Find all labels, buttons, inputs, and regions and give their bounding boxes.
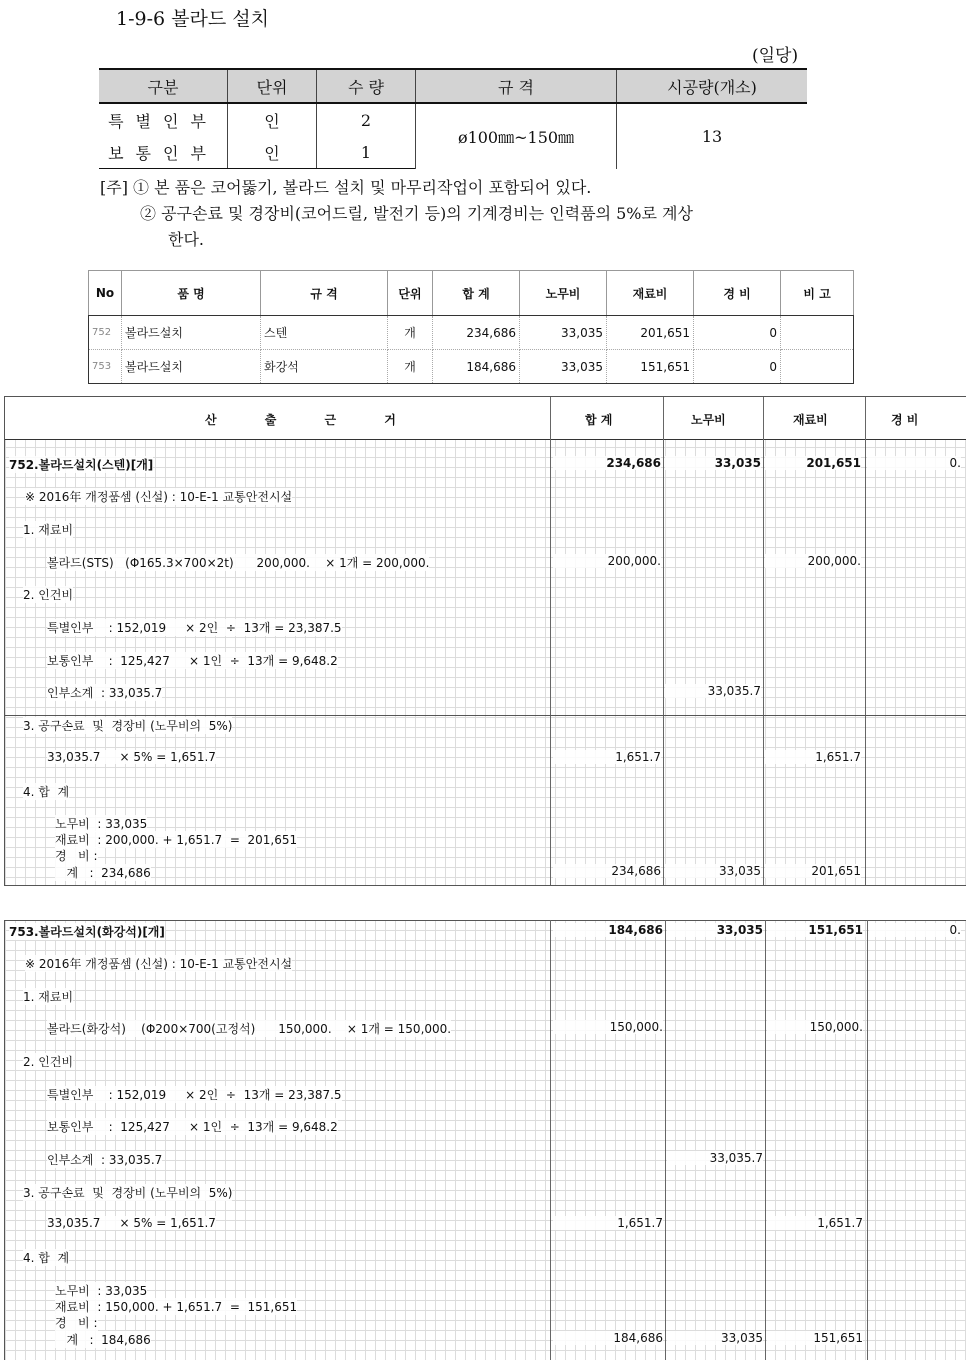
row-unit: 인 [228,103,317,136]
cell-note [781,316,854,350]
notes [100,175,810,253]
cell-spec: 스텐 [261,316,388,350]
row-label: 특별인부 [108,111,218,131]
item-title-row [5,923,966,939]
summary-header-row [89,271,854,316]
cell-expense: 0 [694,350,781,384]
col-material: 재료비 [607,271,694,316]
col-no: No [89,271,122,316]
final-total: 184,686 [553,1331,663,1345]
calc-sheet-752 [4,396,966,886]
cell-unit: 개 [388,350,433,384]
calc-header-total: 합 계 [585,413,613,427]
table-row [99,103,807,136]
calc-header [5,397,966,440]
col-labor: 노무비 [520,271,607,316]
amount-cell: 13 [617,103,808,169]
material-material: 200,000. [765,554,861,568]
section-title: 1-9-6 볼라드 설치 [116,8,269,30]
cell-material: 151,651 [607,350,694,384]
final-total: 234,686 [553,864,661,878]
note-line-3: 한다. [168,230,204,249]
summary-table [88,270,854,384]
sum-labor-line: 노무비 : 33,035 [55,817,148,831]
sum-total-line: 계 : 234,686 [55,866,151,880]
heading-material: 1. 재료비 [23,990,74,1004]
special-worker-line: 특별인부 : 152,019 × 2인 ÷ 13개 = 23,387.5 [47,1088,342,1102]
worker-subtotal-line: 인부소계 : 33,035.7 [47,1153,163,1167]
heading-material: 1. 재료비 [23,523,74,537]
heading-sum: 4. 합 계 [23,1251,70,1265]
col-spec: 규 격 [261,271,388,316]
title-labor: 33,035 [667,923,763,937]
calc-header-material: 재료비 [793,413,828,427]
item-title: 752.볼라드설치(스텐)[개] [9,458,154,472]
sum-expense-line: 경 비 : [55,1316,98,1330]
row-qty: 1 [317,136,416,169]
sum-material-line: 재료비 : 150,000. + 1,651.7 = 151,651 [55,1300,298,1314]
tools-material: 1,651.7 [767,1216,863,1230]
row-label: 보통인부 [99,136,228,169]
cell-spec: 화강석 [261,350,388,384]
unit-note: (일당) [752,46,799,66]
cell-no: 752 [89,316,122,350]
title-material: 151,651 [767,923,863,937]
tools-line: 33,035.7 × 5% = 1,651.7 [47,750,216,764]
note-line-2: ② 공구손료 및 경장비(코어드릴, 발전기 등)의 기계경비는 인력품의 5%로 계상 [140,204,693,223]
ordinary-worker-line: 보통인부 : 125,427 × 1인 ÷ 13개 = 9,648.2 [47,1120,338,1134]
col-note: 비 고 [781,271,854,316]
cell-labor: 33,035 [520,350,607,384]
reference-line: ※ 2016年 개정품셈 (신설) : 10-E-1 교통안전시설 [25,957,293,971]
table-row [89,350,854,384]
material-total: 150,000. [553,1020,663,1034]
ordinary-worker-line: 보통인부 : 125,427 × 1인 ÷ 13개 = 9,648.2 [47,654,338,668]
material-line: 볼라드(STS) (Φ165.3×700×2t) 200,000. × 1개 = 200,000. [47,556,430,570]
sum-labor-line: 노무비 : 33,035 [55,1284,148,1298]
cell-expense: 0 [694,316,781,350]
heading-sum: 4. 합 계 [23,785,70,799]
final-labor: 33,035 [665,864,761,878]
sum-total-line: 계 : 184,686 [55,1333,151,1347]
tools-line: 33,035.7 × 5% = 1,651.7 [47,1216,216,1230]
sum-expense-line: 경 비 : [55,849,98,863]
col-name: 품 명 [122,271,261,316]
calc-header-basis: 산 출 근 거 [205,413,418,427]
col-header-quantity: 수 량 [317,69,416,103]
cell-name: 볼라드설치 [122,316,261,350]
subtotal-labor: 33,035.7 [665,684,761,698]
heading-labor: 2. 인건비 [23,588,74,602]
title-material: 201,651 [765,456,861,470]
col-header-category: 구분 [99,69,228,103]
table-row [89,316,854,350]
heading-labor: 2. 인건비 [23,1055,74,1069]
final-material: 151,651 [767,1331,863,1345]
col-header-spec: 규 격 [416,69,617,103]
calc-header-expense: 경 비 [891,413,919,427]
cell-total: 184,686 [433,350,520,384]
material-material: 150,000. [767,1020,863,1034]
title-total: 234,686 [553,456,661,470]
calc-header-labor: 노무비 [691,413,726,427]
title-labor: 33,035 [665,456,761,470]
sum-material-line: 재료비 : 200,000. + 1,651.7 = 201,651 [55,833,298,847]
heading-tools: 3. 공구손료 및 경장비 (노무비의 5%) [23,719,233,733]
item-title: 753.볼라드설치(화강석)[개] [9,925,165,939]
calc-sheet-753 [4,920,966,1360]
cell-no: 753 [89,350,122,384]
final-material: 201,651 [765,864,861,878]
title-expense: 0. [869,923,961,937]
special-worker-line: 특별인부 : 152,019 × 2인 ÷ 13개 = 23,387.5 [47,621,342,635]
tools-material: 1,651.7 [765,750,861,764]
material-total: 200,000. [553,554,661,568]
note-line-1: [주] ① 본 품은 코어뚫기, 볼라드 설치 및 마무리작업이 포함되어 있다. [100,178,592,197]
cell-unit: 개 [388,316,433,350]
col-unit: 단위 [388,271,433,316]
col-total: 합 계 [433,271,520,316]
cell-material: 201,651 [607,316,694,350]
worker-subtotal-line: 인부소계 : 33,035.7 [47,686,163,700]
title-expense: 0. [867,456,961,470]
item-title-row [5,456,966,472]
material-line: 볼라드(화강석) (Φ200×700(고정석) 150,000. × 1개 = 150,000. [47,1022,452,1036]
row-unit: 인 [228,136,317,169]
standard-labor-table [99,68,807,169]
col-header-unit: 단위 [228,69,317,103]
tools-total: 1,651.7 [553,1216,663,1230]
col-header-amount: 시공량(개소) [617,69,808,103]
cell-note [781,350,854,384]
cell-name: 볼라드설치 [122,350,261,384]
spec-cell: ø100㎜~150㎜ [416,103,617,169]
table-header-row [99,69,807,103]
cell-total: 234,686 [433,316,520,350]
row-qty: 2 [317,103,416,136]
tools-total: 1,651.7 [553,750,661,764]
subtotal-labor: 33,035.7 [667,1151,763,1165]
heading-tools: 3. 공구손료 및 경장비 (노무비의 5%) [23,1186,233,1200]
final-labor: 33,035 [667,1331,763,1345]
col-expense: 경 비 [694,271,781,316]
reference-line: ※ 2016年 개정품셈 (신설) : 10-E-1 교통안전시설 [25,490,293,504]
cell-labor: 33,035 [520,316,607,350]
title-total: 184,686 [553,923,663,937]
